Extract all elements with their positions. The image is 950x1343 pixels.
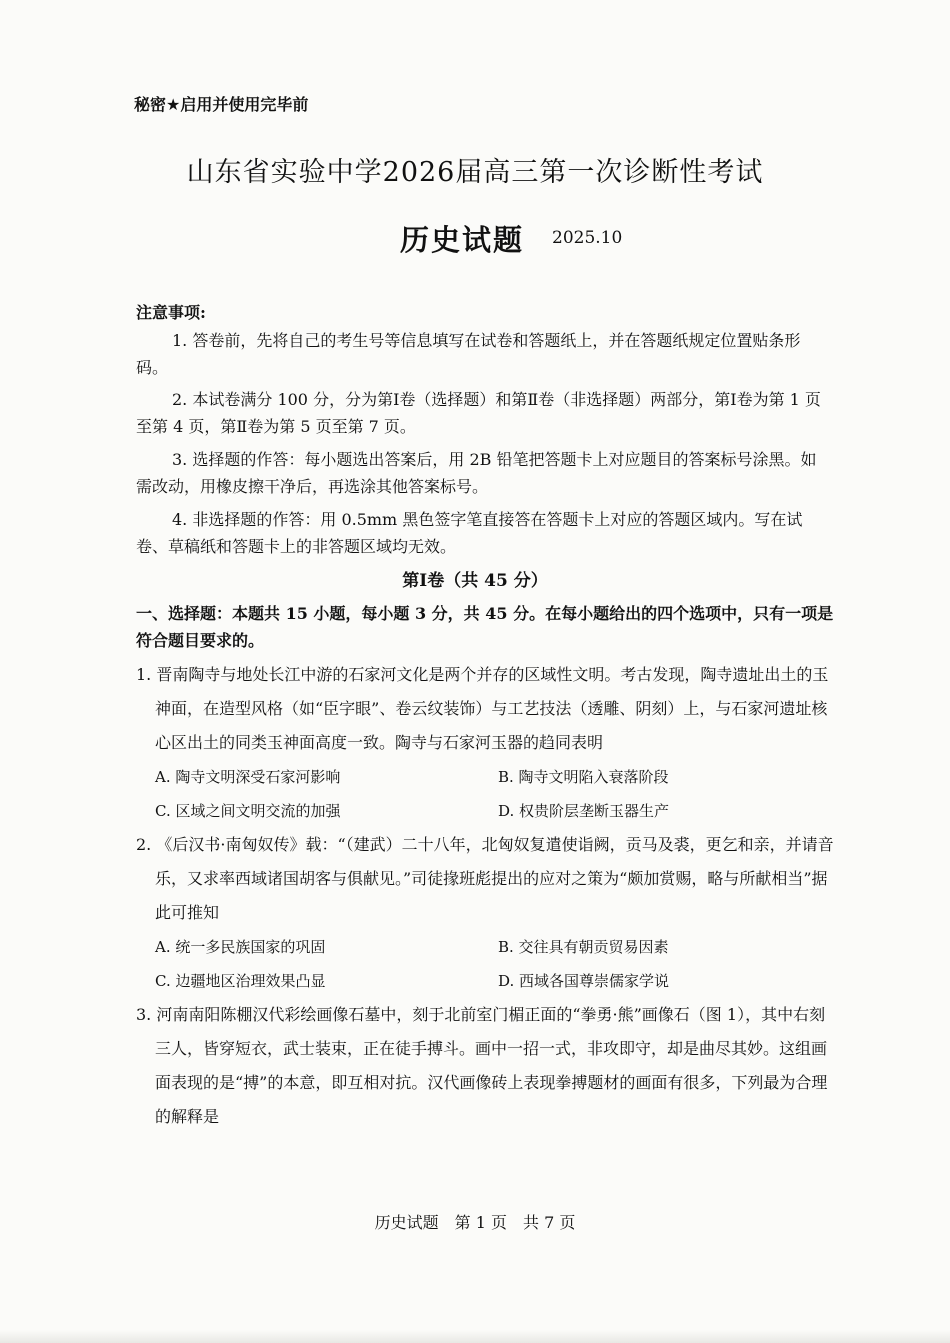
notice-item: 2. 本试卷满分 100 分，分为第Ⅰ卷（选择题）和第Ⅱ卷（非选择题）两部分，第Ⅰ卷为第 1 页至第 4 页，第Ⅱ卷为第 5 页至第 7 页。 bbox=[136, 390, 821, 436]
option-row bbox=[136, 760, 836, 794]
question-2 bbox=[136, 828, 836, 998]
option-d: D. 西域各国尊崇儒家学说 bbox=[498, 972, 670, 990]
question-1 bbox=[136, 658, 836, 828]
option-row bbox=[136, 794, 836, 828]
section-intro: 一、选择题：本题共 15 小题，每小题 3 分，共 45 分。在每小题给出的四个选项中，只有一项是符合题目要求的。 bbox=[136, 604, 834, 650]
exam-title: 山东省实验中学2026届高三第一次诊断性考试 bbox=[186, 157, 764, 188]
option-row bbox=[136, 964, 836, 998]
notice-title: 注意事项: bbox=[136, 303, 206, 322]
secret-label: 秘密★启用并使用完毕前 bbox=[134, 95, 309, 114]
option-b: B. 交往具有朝贡贸易因素 bbox=[498, 938, 669, 956]
option-a: A. 陶寺文明深受石家河影响 bbox=[155, 768, 341, 786]
subject-title: 历史试题 bbox=[400, 223, 525, 257]
option-c: C. 边疆地区治理效果凸显 bbox=[155, 972, 326, 990]
option-d: D. 权贵阶层垄断玉器生产 bbox=[498, 802, 670, 820]
question-stem: 3. 河南南阳陈棚汉代彩绘画像石墓中，刻于北前室门楣正面的“拳勇·熊”画像石（图 1），其中右刻三人，皆穿短衣，武士装束，正在徒手搏斗。画中一招一式，非攻即守，却是曲尽其妙。这组画面表现的是“搏”的本意，即互相对抗。汉代画像砖上表现拳搏题材的画面有很多，下列最为合理的解释是 bbox=[136, 1005, 828, 1126]
option-row bbox=[136, 930, 836, 964]
section-title: 第Ⅰ卷（共 45 分） bbox=[402, 571, 548, 591]
scan-edge bbox=[0, 1330, 950, 1343]
notice-item: 3. 选择题的作答：每小题选出答案后，用 2B 铅笔把答题卡上对应题目的答案标号涂黑。如需改动，用橡皮擦干净后，再选涂其他答案标号。 bbox=[136, 450, 817, 496]
notice-item: 4. 非选择题的作答：用 0.5mm 黑色签字笔直接答在答题卡上对应的答题区域内。写在试卷、草稿纸和答题卡上的非答题区域均无效。 bbox=[136, 510, 803, 556]
exam-date: 2025.10 bbox=[552, 228, 623, 248]
question-3 bbox=[136, 998, 836, 1134]
question-stem: 1. 晋南陶寺与地处长江中游的石家河文化是两个并存的区域性文明。考古发现，陶寺遗址出土的玉神面，在造型风格（如“臣字眼”、卷云纹装饰）与工艺技法（透雕、阴刻）上，与石家河遗址核心区出土的同类玉神面高度一致。陶寺与石家河玉器的趋同表明 bbox=[136, 665, 829, 752]
page-footer: 历史试题 第 1 页 共 7 页 bbox=[374, 1213, 576, 1232]
option-b: B. 陶寺文明陷入衰落阶段 bbox=[498, 768, 669, 786]
question-stem: 2. 《后汉书·南匈奴传》载：“（建武）二十八年，北匈奴复遣使诣阙，贡马及裘，更乞和亲，并请音乐，又求率西域诸国胡客与俱献见。”司徒掾班彪提出的应对之策为“颇加赏赐，略与所献相当”据此可推知 bbox=[136, 835, 834, 922]
option-a: A. 统一多民族国家的巩固 bbox=[155, 938, 326, 956]
option-c: C. 区域之间文明交流的加强 bbox=[155, 802, 341, 820]
notice-item: 1. 答卷前，先将自己的考生号等信息填写在试卷和答题纸上，并在答题纸规定位置贴条形码。 bbox=[136, 331, 801, 377]
